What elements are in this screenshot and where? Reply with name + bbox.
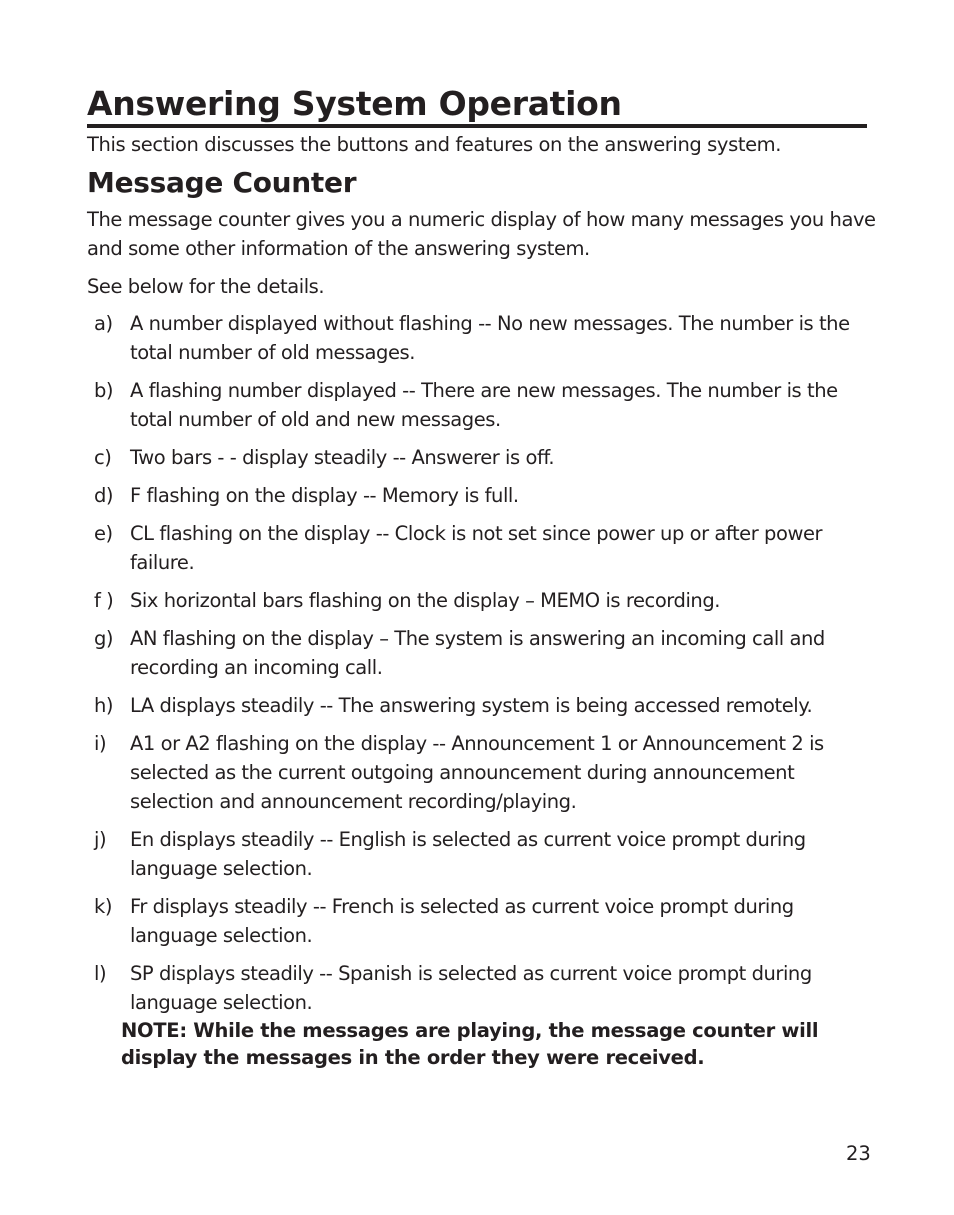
details-lead-in: See below for the details. xyxy=(87,275,325,298)
list-item-marker: f ) xyxy=(94,589,114,612)
list-item xyxy=(87,443,877,472)
list-item-text: A1 or A2 flashing on the display -- Announcement 1 or Announcement 2 is selected as the current outgoing announcement during announcement selection and announcement recording/playing. xyxy=(130,732,824,813)
list-item-text: A flashing number displayed -- There are new messages. The number is the total number of old and new messages. xyxy=(130,379,838,431)
list-item-text: A number displayed without flashing -- No new messages. The number is the total number of old messages. xyxy=(130,312,850,364)
list-item xyxy=(87,309,877,367)
list-item xyxy=(87,959,877,1017)
list-item-text: Fr displays steadily -- French is selected as current voice prompt during language selection. xyxy=(130,895,794,947)
list-item xyxy=(87,519,877,577)
list-item-marker: h) xyxy=(94,694,114,717)
intro-text: This section discusses the buttons and features on the answering system. xyxy=(87,133,782,156)
list-item-marker: a) xyxy=(94,312,113,335)
list-item-text: AN flashing on the display – The system is answering an incoming call and recording an incoming call. xyxy=(130,627,825,679)
list-item xyxy=(87,376,877,434)
list-item-marker: l) xyxy=(94,962,107,985)
page-title: Answering System Operation xyxy=(87,84,867,128)
list-item-text: SP displays steadily -- Spanish is selected as current voice prompt during language selection. xyxy=(130,962,812,1014)
list-item-marker: k) xyxy=(94,895,113,918)
list-item-marker: g) xyxy=(94,627,114,650)
message-counter-list xyxy=(87,309,877,1026)
list-item-text: Two bars - - display steadily -- Answerer is off. xyxy=(130,446,555,469)
list-item-text: CL flashing on the display -- Clock is not set since power up or after power failure. xyxy=(130,522,823,574)
note-text: NOTE: While the messages are playing, the message counter will display the messages in the order they were received. xyxy=(121,1019,819,1069)
list-item-text: En displays steadily -- English is selected as current voice prompt during language selection. xyxy=(130,828,806,880)
list-item-marker: e) xyxy=(94,522,113,545)
list-item-marker: i) xyxy=(94,732,107,755)
list-item xyxy=(87,892,877,950)
list-item-text: LA displays steadily -- The answering system is being accessed remotely. xyxy=(130,694,813,717)
list-item xyxy=(87,624,877,682)
list-item-text: F flashing on the display -- Memory is full. xyxy=(130,484,519,507)
page-number: 23 xyxy=(846,1142,871,1165)
list-item xyxy=(87,481,877,510)
section-title: Message Counter xyxy=(87,166,357,199)
list-item xyxy=(87,691,877,720)
list-item-marker: d) xyxy=(94,484,114,507)
list-item xyxy=(87,825,877,883)
list-item-marker: b) xyxy=(94,379,114,402)
list-item xyxy=(87,586,877,615)
list-item xyxy=(87,729,877,816)
list-item-text: Six horizontal bars flashing on the display – MEMO is recording. xyxy=(130,589,721,612)
section-description: The message counter gives you a numeric display of how many messages you have and some other information of the answering system. xyxy=(87,208,876,260)
list-item-marker: c) xyxy=(94,446,112,469)
list-item-marker: j) xyxy=(94,828,107,851)
